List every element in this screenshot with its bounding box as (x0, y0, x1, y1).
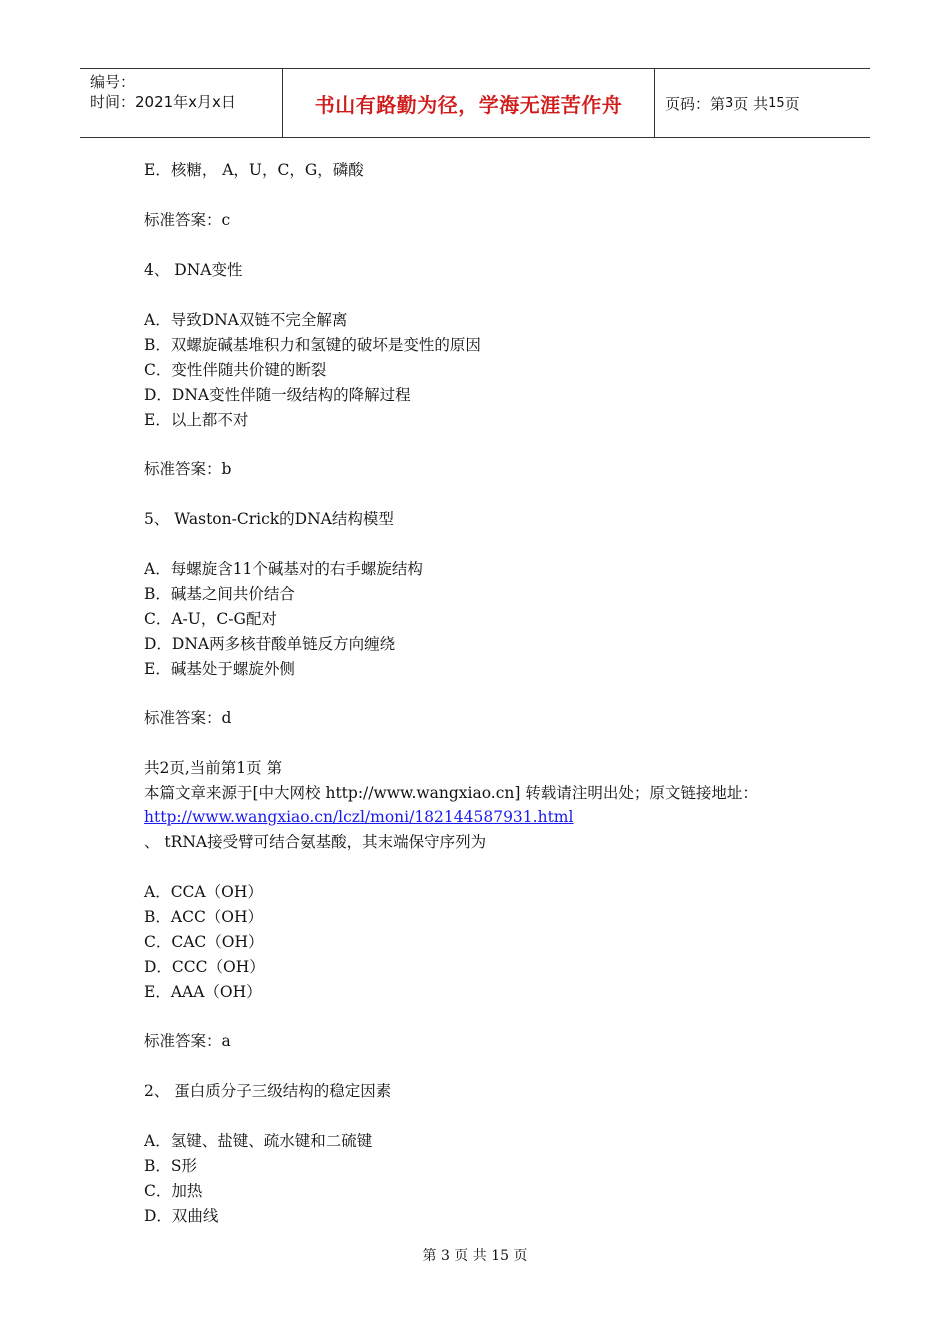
header-meta (80, 69, 282, 137)
option-line: C．A-U，C-G配对 (144, 610, 277, 628)
question-line: 2、 蛋白质分子三级结构的稳定因素 (144, 1082, 392, 1100)
option-line: B．S形 (144, 1157, 198, 1175)
time-label: 时间：2021年x月x日 (90, 93, 236, 111)
option-line: C．变性伴随共价键的断裂 (144, 361, 327, 379)
page-suffix: 页 (784, 94, 800, 113)
option-line: A．CCA（OH） (144, 883, 263, 901)
option-line: D．双曲线 (144, 1207, 219, 1225)
header-motto-cell (282, 69, 655, 137)
option-line: C．CAC（OH） (144, 933, 264, 951)
question-line: 4、 DNA变性 (144, 261, 243, 279)
page-prefix: 页码：第 (665, 94, 726, 113)
option-line: A．氢键、盐键、疏水键和二硫键 (144, 1132, 373, 1150)
answer-line: 标准答案：a (144, 1032, 231, 1050)
option-line: E．碱基处于螺旋外侧 (144, 660, 295, 678)
page-total: 15 (768, 95, 785, 111)
option-line: D．CCC（OH） (144, 958, 265, 976)
option-line: D．DNA两多核苷酸单链反方向缠绕 (144, 635, 396, 653)
answer-line: 标准答案：c (144, 211, 231, 229)
motto: 书山有路勤为径，学海无涯苦作舟 (314, 92, 623, 117)
option-line: B．碱基之间共价结合 (144, 585, 295, 603)
number-label: 编号： (90, 73, 136, 91)
answer-line: 标准答案：b (144, 460, 232, 478)
option-line: E．核糖， A，U，C，G，磷酸 (144, 161, 364, 179)
page-current: 3 (725, 95, 734, 111)
option-line: B．双螺旋碱基堆积力和氢键的破坏是变性的原因 (144, 336, 481, 354)
page-counter (655, 69, 870, 137)
page-footer: 第 3 页 共 15 页 (422, 1248, 528, 1264)
source-link[interactable]: http://www.wangxiao.cn/lczl/moni/182144587931.html (144, 808, 574, 826)
question-line: 5、 Waston-Crick的DNA结构模型 (144, 510, 394, 528)
option-line: D．DNA变性伴随一级结构的降解过程 (144, 386, 411, 404)
answer-line: 标准答案：d (144, 709, 232, 727)
page-mid: 页 共 (733, 94, 769, 113)
question-line: 、 tRNA接受臂可结合氨基酸，其末端保守序列为 (144, 833, 487, 851)
option-line: B．ACC（OH） (144, 908, 264, 926)
source-note: 本篇文章来源于[中大网校 http://www.wangxiao.cn] 转载请注明出处；原文链接地址： (144, 784, 758, 802)
option-line: A．每螺旋含11个碱基对的右手螺旋结构 (144, 560, 423, 578)
pagination-line: 共2页,当前第1页 第 (144, 759, 283, 777)
option-line: A．导致DNA双链不完全解离 (144, 311, 348, 329)
page-header (80, 68, 870, 138)
option-line: E．AAA（OH） (144, 983, 262, 1001)
option-line: C．加热 (144, 1182, 203, 1200)
option-line: E．以上都不对 (144, 411, 249, 429)
